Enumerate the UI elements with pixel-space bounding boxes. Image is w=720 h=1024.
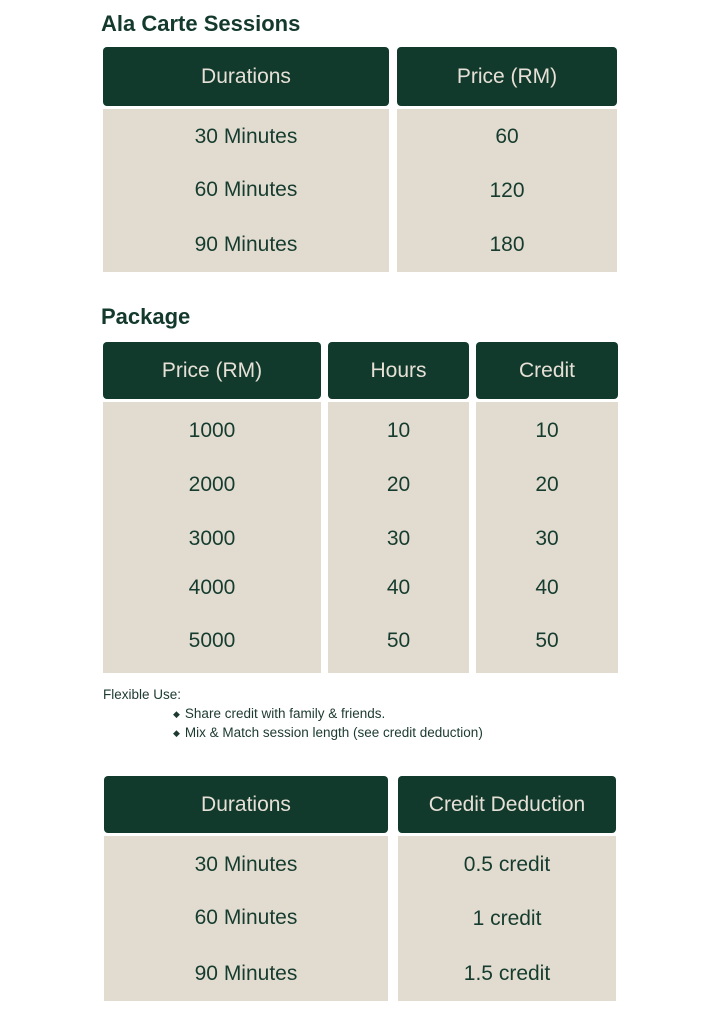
package-credit-column [476, 342, 618, 673]
list-item-text: Mix & Match session length (see credit deduction) [184, 725, 483, 740]
package-header-hours: Hours [328, 342, 469, 399]
diamond-bullet-icon: ◆ [173, 709, 180, 719]
table-cell: 1 credit [472, 907, 542, 930]
credit-header-durations: Durations [104, 776, 388, 833]
credit-deduction-column [398, 776, 616, 1001]
table-cell: 40 [535, 576, 559, 599]
table-cell: 60 [495, 125, 519, 148]
list-item [173, 705, 483, 724]
ala-carte-header-durations: Durations [103, 47, 389, 106]
package-price-body [103, 402, 321, 673]
table-cell: 180 [489, 233, 525, 256]
table-cell: 90 Minutes [194, 962, 298, 985]
ala-carte-durations-body [103, 109, 389, 272]
package-hours-body [328, 402, 469, 673]
table-cell: 120 [489, 179, 525, 202]
package-price-column [103, 342, 321, 673]
ala-carte-durations-column [103, 47, 389, 272]
credit-durations-column [104, 776, 388, 1001]
flexible-use-notes [103, 687, 483, 743]
package-credit-body [476, 402, 618, 673]
package-hours-column [328, 342, 469, 673]
package-header-credit: Credit [476, 342, 618, 399]
ala-carte-title: Ala Carte Sessions [101, 11, 301, 36]
table-cell: 40 [386, 576, 411, 599]
table-cell: 20 [386, 473, 411, 496]
table-cell: 2000 [188, 473, 236, 496]
table-cell: 30 Minutes [194, 853, 298, 876]
table-cell: 50 [535, 629, 559, 652]
ala-carte-price-column [397, 47, 617, 272]
table-cell: 4000 [188, 576, 236, 599]
list-item [173, 724, 483, 743]
table-cell: 1.5 credit [463, 962, 551, 985]
table-cell: 30 Minutes [194, 125, 298, 148]
diamond-bullet-icon: ◆ [173, 728, 180, 738]
notes-list [173, 705, 483, 743]
notes-heading: Flexible Use: [103, 687, 182, 702]
package-header-price: Price (RM) [103, 342, 321, 399]
credit-header-deduction: Credit Deduction [398, 776, 616, 833]
package-title: Package [101, 304, 191, 329]
table-cell: 50 [386, 629, 411, 652]
table-cell: 60 Minutes [194, 906, 298, 929]
credit-deduction-body [398, 836, 616, 1001]
table-cell: 60 Minutes [194, 178, 298, 201]
credit-durations-body [104, 836, 388, 1001]
table-cell: 5000 [188, 629, 236, 652]
table-cell: 1000 [188, 419, 236, 442]
table-cell: 0.5 credit [463, 853, 551, 876]
ala-carte-header-price: Price (RM) [397, 47, 617, 106]
table-cell: 10 [386, 419, 411, 442]
list-item-text: Share credit with family & friends. [184, 706, 386, 721]
ala-carte-price-body [397, 109, 617, 272]
table-cell: 3000 [188, 527, 236, 550]
table-cell: 10 [535, 419, 559, 442]
table-cell: 30 [535, 527, 559, 550]
table-cell: 30 [386, 527, 411, 550]
table-cell: 90 Minutes [194, 233, 298, 256]
table-cell: 20 [535, 473, 559, 496]
